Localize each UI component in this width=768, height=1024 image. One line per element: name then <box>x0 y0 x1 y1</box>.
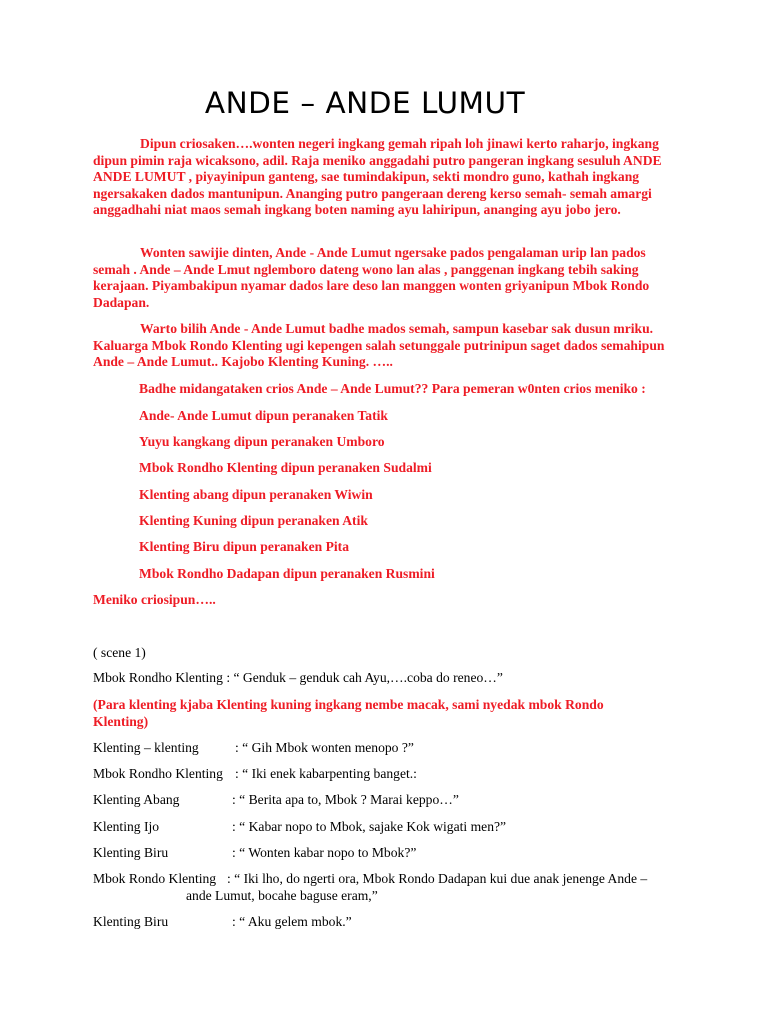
intro-paragraph-2 <box>93 245 683 311</box>
dialog-continuation: ande Lumut, bocahe baguse eram,” <box>186 888 378 903</box>
dialog-speaker: Klenting – klenting <box>93 740 199 755</box>
dialog-speaker: Mbok Rondo Klenting <box>93 871 217 886</box>
dialog-speaker: Mbok Rondho Klenting <box>93 766 223 781</box>
closing-line: Meniko criosipun….. <box>93 592 216 607</box>
cast-item: Mbok Rondho Klenting dipun peranaken Sudalmi <box>139 460 432 475</box>
cast-heading: Badhe midangataken crios Ande – Ande Lumut?? Para pemeran w0nten crios meniko : <box>139 381 646 396</box>
intro-paragraph-3-text: Warto bilih Ande - Ande Lumut badhe mados semah, sampun kasebar sak dusun mriku. Kaluarga Mbok Rondo Klenting ugi kepengen salah setunggale putrinipun saget dados semahipun Ande – Ande Lumut.. Kajobo Klenting Kuning. ….. <box>93 321 665 370</box>
cast-item: Klenting Kuning dipun peranaken Atik <box>139 513 368 528</box>
intro-paragraph-1-text: Dipun criosaken….wonten negeri ingkang gemah ripah loh jinawi kerto raharjo, ingkang dipun pimin raja wicaksono, adil. Raja meniko anggadahi putro pangeran ingkang sesuluh ANDE ANDE LUMUT , piyayinipun ganteng, sae tumindakipun, sekti mondro guno, kathah ingkang ngersakaken dados mantunipun. Ananging putro pangeraan dereng kerso semah- semah amargi anggadhahi niat maos semah ingkang boten naming ayu lahiripun, ananging ayu jobo jero. <box>93 136 662 218</box>
page-title: ANDE – ANDE LUMUT <box>204 86 526 120</box>
scene-label: ( scene 1) <box>93 645 146 660</box>
intro-paragraph-2-text: Wonten sawijie dinten, Ande - Ande Lumut ngersake pados pengalaman urip lan pados semah . Ande – Ande Lmut nglemboro dateng wono lan alas , panggenan ingkang tebih saking kerajaan. Piyambakipun nyamar dados lare deso lan manggen wonten griyanipun Mbok Rondo Dadapan. <box>93 245 650 310</box>
dialog-text: : “ Iki enek kabarpenting banget.: <box>235 766 417 781</box>
dialog-text: : “ Kabar nopo to Mbok, sajake Kok wigati men?” <box>232 819 507 834</box>
dialog-line <box>93 871 647 888</box>
dialog-text: : “ Aku gelem mbok.” <box>232 914 352 929</box>
dialog-line <box>93 914 352 931</box>
stage-direction: (Para klenting kjaba Klenting kuning ingkang nembe macak, sami nyedak mbok Rondo Klenting) <box>93 697 604 729</box>
dialog-speaker: Klenting Biru <box>93 845 169 860</box>
cast-item: Klenting Biru dipun peranaken Pita <box>139 539 349 554</box>
dialog-text: : “ Genduk – genduk cah Ayu,….coba do reneo…” <box>226 670 503 685</box>
dialog-text: : “ Iki lho, do ngerti ora, Mbok Rondo Dadapan kui due anak jenenge Ande – <box>227 871 648 886</box>
dialog-line <box>93 845 416 862</box>
cast-item: Ande- Ande Lumut dipun peranaken Tatik <box>139 408 388 423</box>
intro-paragraph-3 <box>93 321 683 371</box>
cast-item: Yuyu kangkang dipun peranaken Umboro <box>139 434 385 449</box>
dialog-line <box>93 792 459 809</box>
cast-item: Mbok Rondho Dadapan dipun peranaken Rusmini <box>139 566 435 581</box>
dialog-speaker: Klenting Ijo <box>93 819 160 834</box>
cast-item: Klenting abang dipun peranaken Wiwin <box>139 487 373 502</box>
dialog-line <box>93 766 417 783</box>
dialog-line <box>93 740 414 757</box>
intro-paragraph-1 <box>93 136 683 219</box>
dialog-line <box>93 819 506 836</box>
dialog-text: : “ Berita apa to, Mbok ? Marai keppo…” <box>232 792 459 807</box>
dialog-speaker: Klenting Biru <box>93 914 169 929</box>
dialog-text: : “ Gih Mbok wonten menopo ?” <box>235 740 414 755</box>
dialog-line <box>93 670 503 687</box>
dialog-speaker: Klenting Abang <box>93 792 180 807</box>
dialog-text: : “ Wonten kabar nopo to Mbok?” <box>232 845 417 860</box>
dialog-speaker: Mbok Rondho Klenting <box>93 670 223 685</box>
